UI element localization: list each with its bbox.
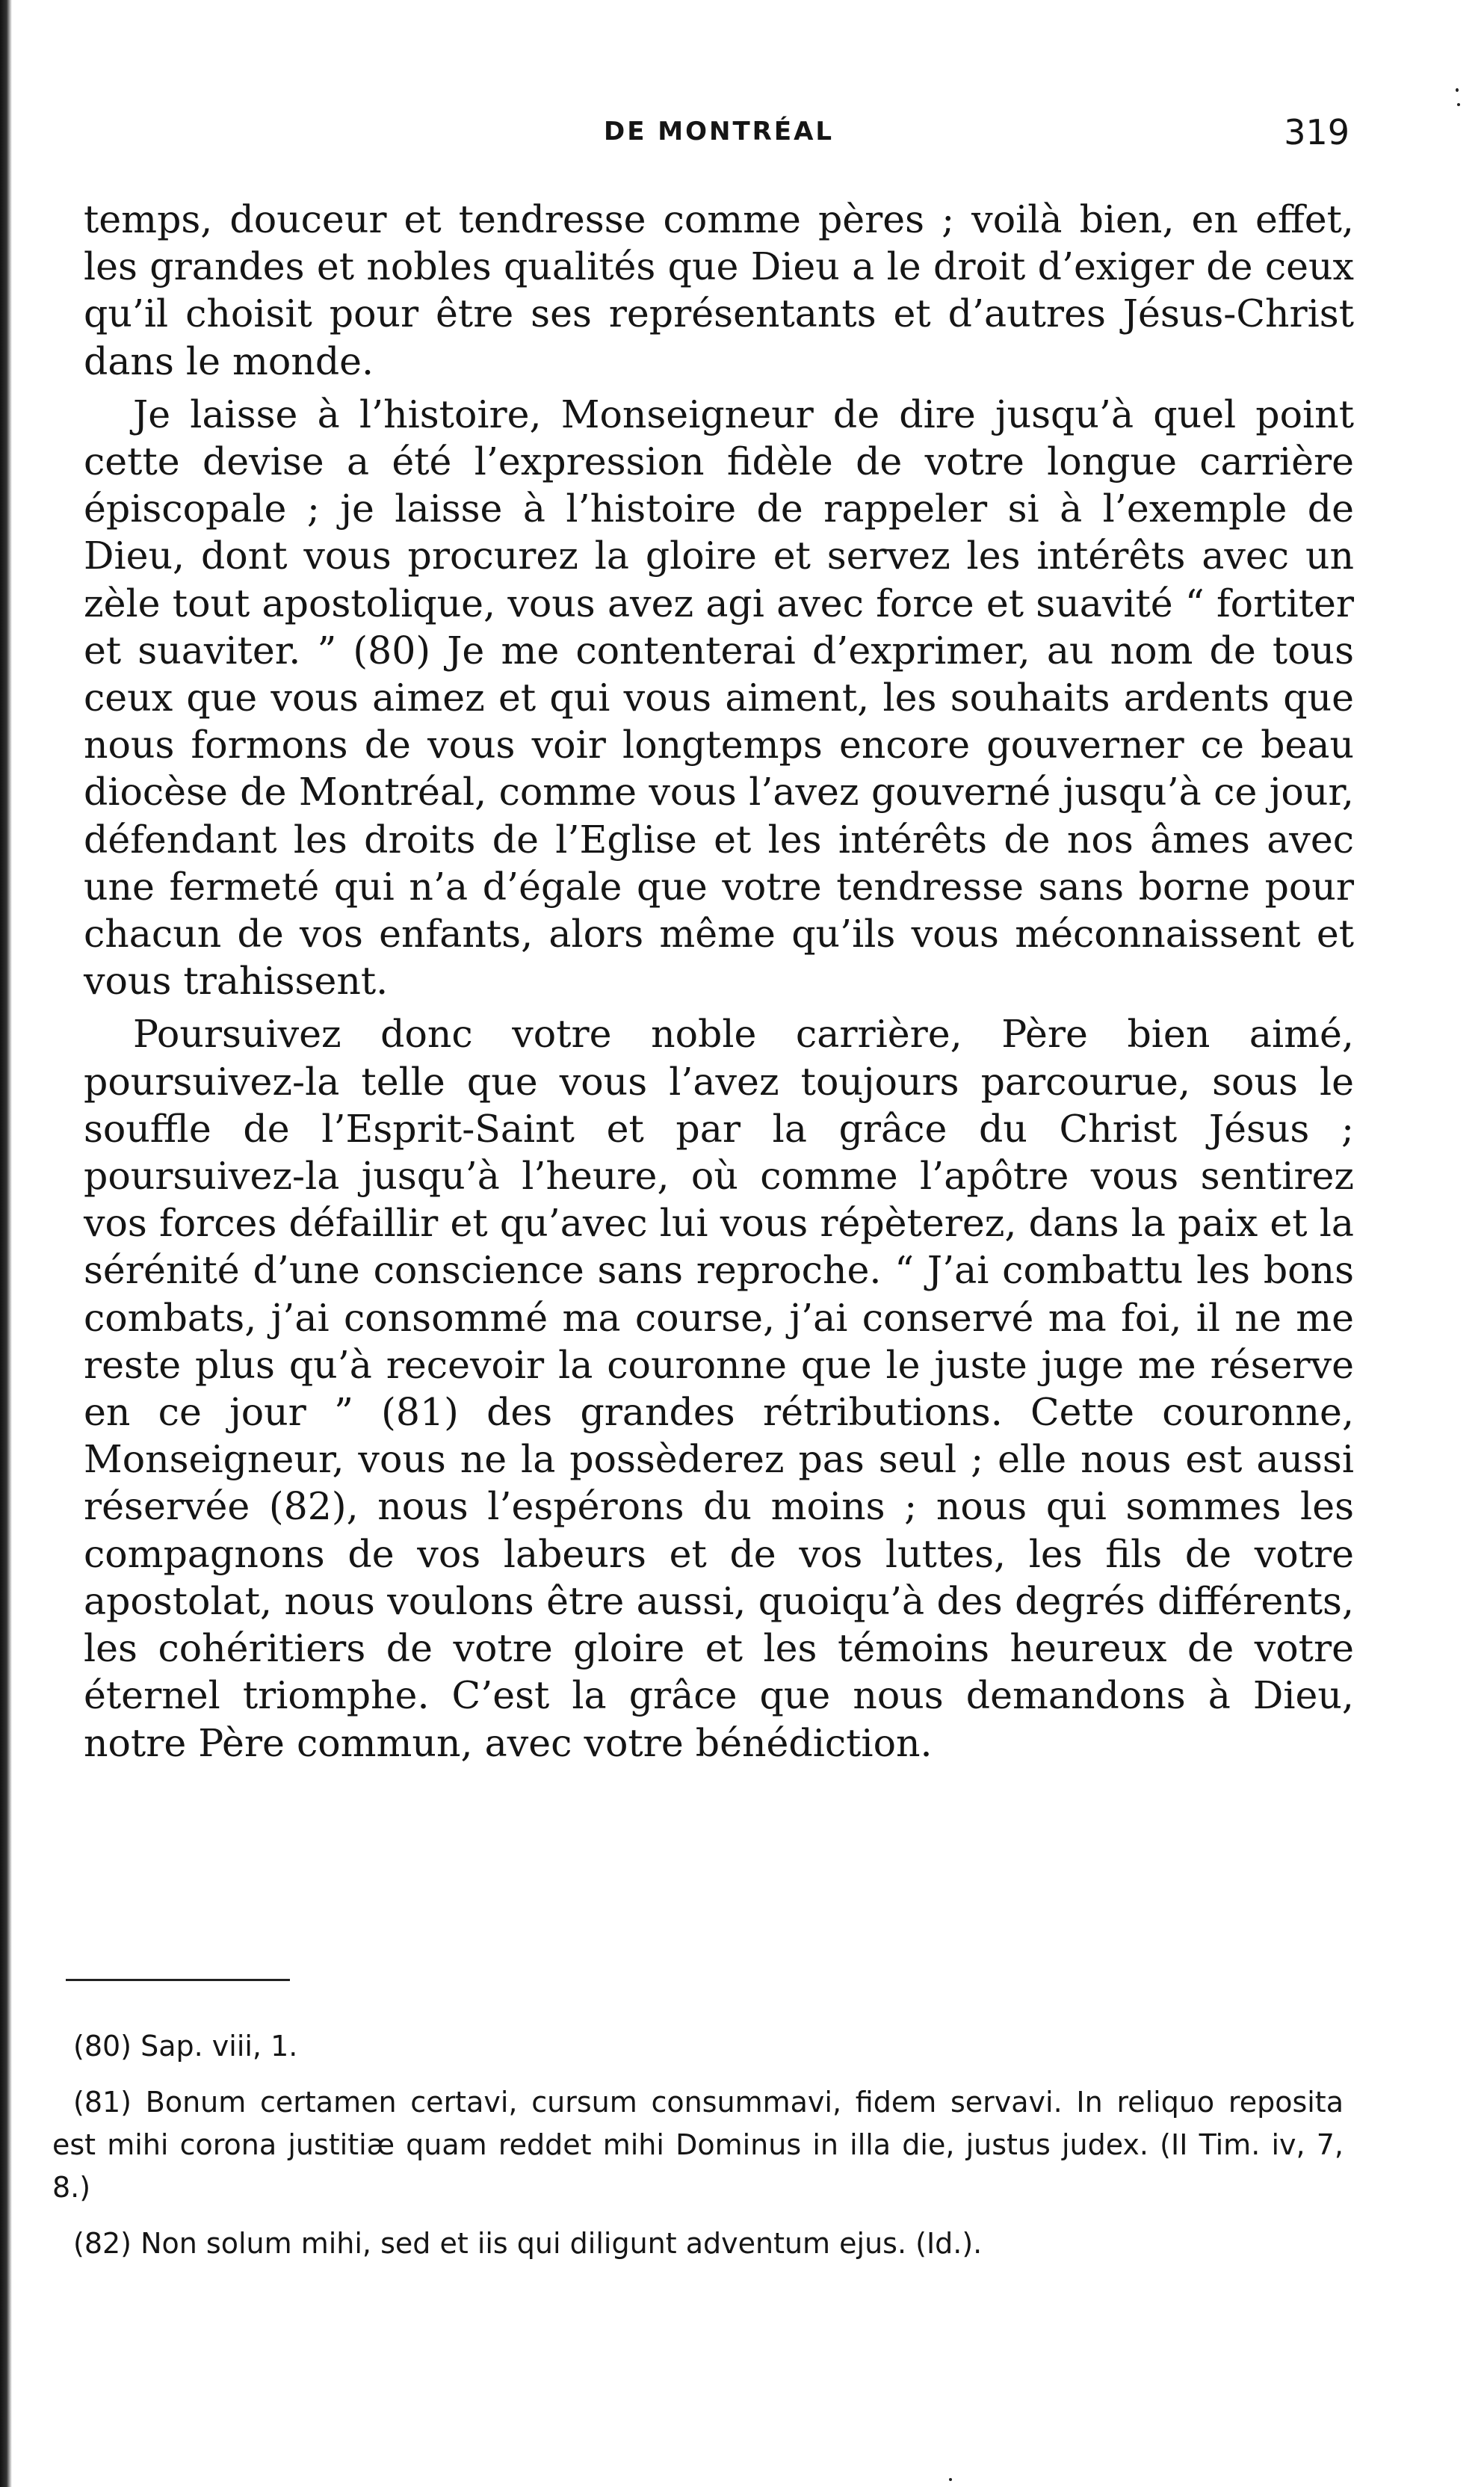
page-number: 319 [1284, 112, 1349, 152]
body-text [84, 196, 1354, 1773]
page-header [0, 112, 1484, 157]
print-speck [949, 2478, 952, 2481]
footnote: (82) Non solum mihi, sed et iis qui diligunt adventum ejus. (Id.). [73, 2227, 983, 2260]
page-binding-edge [0, 0, 12, 2487]
paragraph: Poursuivez donc votre noble carrière, Père bien aimé, poursuivez-la telle que vous l’avez toujours parcourue, sous le souffle de l’Esprit-Saint et par la grâce du Christ Jésus ; poursuivez-la jusqu’à l’heure, où comme l’apôtre vous sentirez vos forces défaillir et qu’avec lui vous répèterez, dans la paix et la sérénité d’une conscience sans reproche. “ J’ai combattu les bons combats, j’ai consommé ma course, j’ai conservé ma foi, il ne me reste plus qu’à recevoir la couronne que le juste juge me réserve en ce jour ” (81) des grandes rétributions. Cette couronne, Monseigneur, vous ne la possèderez pas seul ; elle nous est aussi réservée (82), nous l’espérons du moins ; nous qui sommes les compagnons de vos labeurs et de vos luttes, les fils de votre apostolat, nous voulons être aussi, quoiqu’à des degrés différents, les cohéritiers de votre gloire et les témoins heureux de votre éternel triomphe. C’est la grâce que nous demandons à Dieu, notre Père commun, avec votre bénédiction. [84, 1012, 1354, 1765]
footnote-divider [66, 1979, 290, 1981]
paragraph: Je laisse à l’histoire, Monseigneur de dire jusqu’à quel point cette devise a été l’expression fidèle de votre longue carrière épiscopale ; je laisse à l’histoire de rappeler si à l’exemple de Dieu, dont vous procurez la gloire et servez les intérêts avec un zèle tout apostolique, vous avez agi avec force et suavité “ fortiter et suaviter. ” (80) Je me contenterai d’exprimer, au nom de tous ceux que vous aimez et qui vous aiment, les souhaits ardents que nous formons de vous voir longtemps encore gouverner ce beau diocèse de Montréal, comme vous l’avez gouverné jusqu’à ce jour, défendant les droits de l’Eglise et les intérêts de nos âmes avec une fermeté qui n’a d’égale que votre tendresse sans borne pour chacun de vos enfants, alors même qu’ils vous méconnaissent et vous trahissent. [84, 392, 1354, 1004]
footnotes [52, 2025, 1344, 2279]
print-speck [1457, 103, 1460, 106]
paragraph: temps, douceur et tendresse comme pères ; voilà bien, en effet, les grandes et nobles qualités que Dieu a le droit d’exiger de ceux qu’il choisit pour être ses représentants et d’autres Jésus-Christ dans le monde. [84, 197, 1354, 383]
running-title: DE MONTRÉAL [604, 117, 835, 146]
footnote: (81) Bonum certamen certavi, cursum consummavi, fidem servavi. In reliquo reposita est mihi corona justitiæ quam reddet mihi Dominus in illa die, justus judex. (II Tim. iv, 7, 8.) [52, 2086, 1344, 2204]
print-speck [1456, 88, 1459, 92]
footnote: (80) Sap. viii, 1. [73, 2030, 298, 2063]
